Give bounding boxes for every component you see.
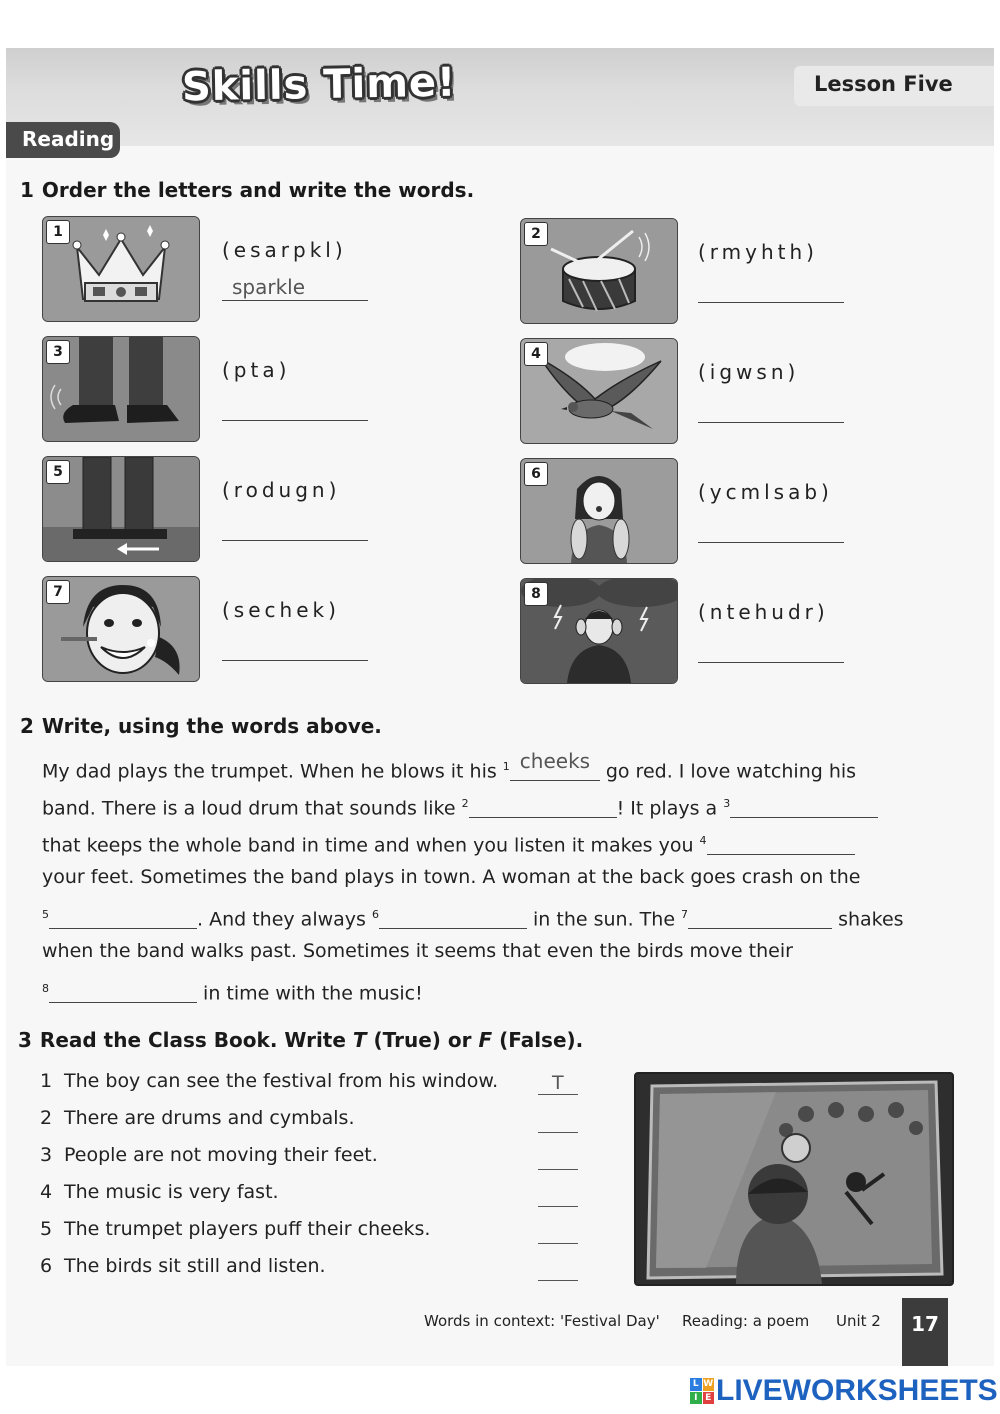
true-false-field-6[interactable] (538, 1258, 578, 1281)
page-title: Skills Time! (181, 59, 457, 111)
bird-icon: 4 (520, 338, 678, 444)
scrambled-letters-5: (rodugn) (222, 478, 341, 502)
cymbals-girl-icon: 6 (520, 458, 678, 564)
para-line-5: $^5$ . And they always $^6$ in the sun. The $^7$ shakes (42, 896, 942, 933)
answer-field-4[interactable] (698, 396, 844, 423)
gap-field-6[interactable] (379, 904, 527, 929)
true-false-field-2[interactable] (538, 1110, 578, 1133)
liveworksheets-text: LIVEWORKSHEETS (716, 1374, 998, 1407)
scrambled-letters-3: (pta) (222, 358, 291, 382)
answer-field-1[interactable] (222, 274, 368, 301)
answer-field-6[interactable] (698, 516, 844, 543)
statement-1: 1 The boy can see the festival from his window. (40, 1070, 499, 1092)
footer-context: Words in context: 'Festival Day' (424, 1312, 660, 1330)
section-tab-reading (6, 122, 120, 158)
boy-thunder-icon: 8 (520, 578, 678, 684)
para-line-7: $^8$ in time with the music! (42, 970, 942, 1007)
page-number-tab (902, 1298, 948, 1366)
footer-unit: Unit 2 (836, 1312, 881, 1330)
scrambled-letters-8: (ntehudr) (698, 600, 829, 624)
gap-field-7[interactable] (688, 904, 832, 929)
scrambled-letters-1: (esarpkl) (222, 238, 347, 262)
true-false-answer-1: T (552, 1072, 564, 1094)
scrambled-letters-6: (ycmlsab) (698, 480, 833, 504)
para-line-2: band. There is a loud drum that sounds like $^2$ ! It plays a $^3$ (42, 785, 942, 822)
exercise-1-title: 1 Order the letters and write the words. (20, 178, 475, 202)
para-line-1: My dad plays the trumpet. When he blows it his $^1$ cheeks go red. I love watching his (42, 749, 857, 783)
smiling-girl-cheeks-icon: 7 (42, 576, 200, 682)
true-false-field-4[interactable] (538, 1184, 578, 1207)
scrambled-letters-2: (rmyhth) (698, 240, 818, 264)
liveworksheets-badge-icon: L W I E (690, 1378, 714, 1404)
gap-field-4[interactable] (707, 830, 855, 855)
gap-fill-paragraph (42, 748, 942, 1007)
gap-field-1[interactable]: cheeks (510, 756, 600, 781)
boy-at-window-festival-illustration (634, 1072, 954, 1286)
answer-text-1: sparkle (232, 275, 306, 299)
true-false-field-5[interactable] (538, 1221, 578, 1244)
answer-field-7[interactable] (222, 634, 368, 661)
gap-field-2[interactable] (469, 793, 617, 818)
exercise-2-title: 2 Write, using the words above. (20, 714, 382, 738)
scrambled-letters-7: (sechek) (222, 598, 340, 622)
answer-field-8[interactable] (698, 636, 844, 663)
lesson-label: Lesson Five (814, 72, 953, 96)
section-tab-label: Reading (22, 127, 115, 151)
exercise-3-title: 3 Read the Class Book. Write T (True) or F (False). (18, 1028, 584, 1052)
worksheet-page (6, 48, 994, 1366)
footer-reading: Reading: a poem (682, 1312, 810, 1330)
statement-5: 5 The trumpet players puff their cheeks. (40, 1218, 431, 1240)
answer-field-3[interactable] (222, 394, 368, 421)
gap-field-5[interactable] (49, 904, 197, 929)
statement-2: 2 There are drums and cymbals. (40, 1107, 355, 1129)
drum-icon: 2 (520, 218, 678, 324)
statement-3: 3 People are not moving their feet. (40, 1144, 378, 1166)
gap-field-3[interactable] (730, 793, 878, 818)
true-false-field-1[interactable] (538, 1072, 578, 1095)
tapping-feet-icon: 3 (42, 336, 200, 442)
header-band (6, 48, 994, 151)
page-number: 17 (911, 1312, 939, 1336)
answer-field-2[interactable] (698, 276, 844, 303)
para-line-4: your feet. Sometimes the band plays in town. A woman at the back goes crash on the (42, 866, 861, 888)
statement-6: 6 The birds sit still and listen. (40, 1255, 326, 1277)
statement-4: 4 The music is very fast. (40, 1181, 279, 1203)
liveworksheets-logo[interactable] (690, 1374, 998, 1408)
crown-icon: 1 (42, 216, 200, 322)
para-line-6: when the band walks past. Sometimes it seems that even the birds move their (42, 940, 793, 962)
boots-on-ground-icon: 5 (42, 456, 200, 562)
para-line-3: that keeps the whole band in time and when you listen it makes you $^4$ (42, 822, 942, 859)
gap-field-8[interactable] (49, 978, 197, 1003)
lesson-tab (794, 66, 994, 106)
true-false-field-3[interactable] (538, 1147, 578, 1170)
answer-field-5[interactable] (222, 514, 368, 541)
scrambled-letters-4: (igwsn) (698, 360, 800, 384)
